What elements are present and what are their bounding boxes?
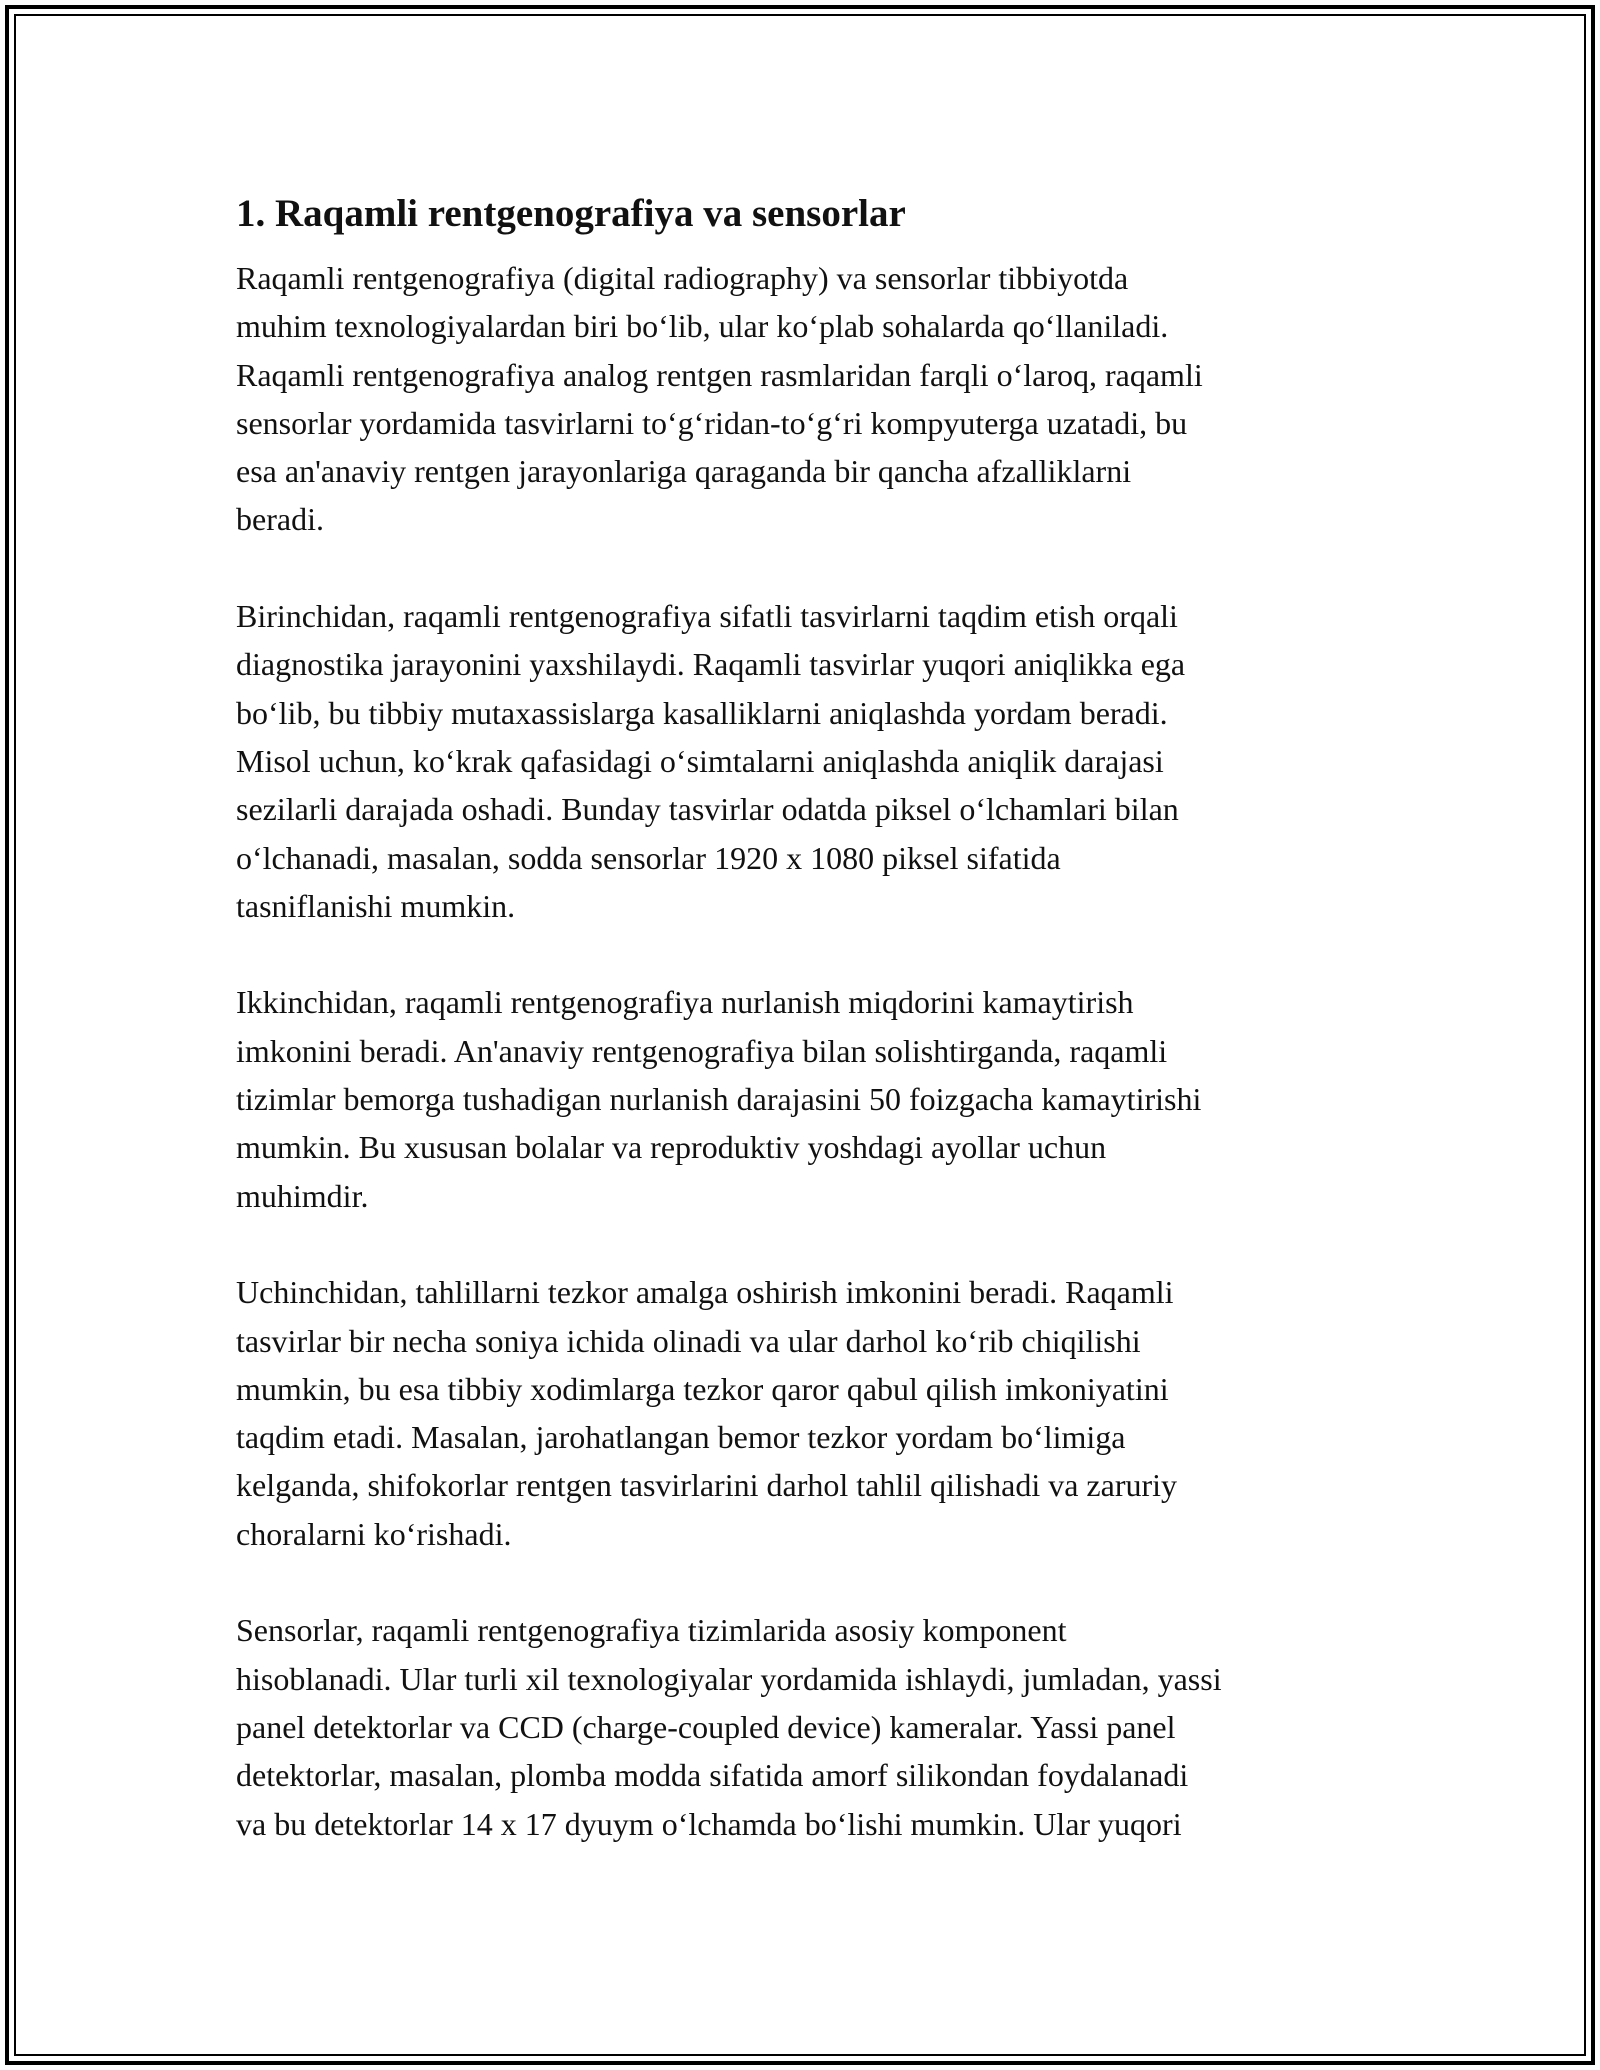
paragraph-1 [236,254,1378,544]
text-line: tizimlar bemorga tushadigan nurlanish darajasini 50 foizgacha kamaytirishi [236,1081,1202,1118]
text-line: choralarni ko‘rishadi. [236,1515,512,1552]
text-line: muhimdir. [236,1177,369,1214]
paragraph-4 [236,1268,1378,1558]
text-line: Sensorlar, raqamli rentgenografiya tizimlarida asosiy komponent [236,1612,1067,1649]
text-line: Ikkinchidan, raqamli rentgenografiya nurlanish miqdorini kamaytirish [236,984,1134,1021]
text-line: Uchinchidan, tahlillarni tezkor amalga oshirish imkonini beradi. Raqamli [236,1274,1174,1311]
text-line: Raqamli rentgenografiya analog rentgen rasmlaridan farqli o‘laroq, raqamli [236,356,1203,393]
text-line: bo‘lib, bu tibbiy mutaxassislarga kasalliklarni aniqlashda yordam beradi. [236,694,1168,731]
text-line: tasvirlar bir necha soniya ichida olinadi va ular darhol ko‘rib chiqilishi [236,1322,1141,1359]
text-line: Birinchidan, raqamli rentgenografiya sifatli tasvirlarni taqdim etish orqali [236,598,1178,635]
section-heading: 1. Raqamli rentgenografiya va sensorlar [236,192,906,235]
text-line: sezilarli darajada oshadi. Bunday tasvirlar odatda piksel o‘lchamlari bilan [236,791,1179,828]
text-line: tasniflanishi mumkin. [236,887,516,924]
text-line: imkonini beradi. An'anaviy rentgenografiya bilan solishtirganda, raqamli [236,1032,1168,1069]
text-line: kelganda, shifokorlar rentgen tasvirlarini darhol tahlil qilishadi va zaruriy [236,1467,1178,1504]
text-line: detektorlar, masalan, plomba modda sifatida amorf silikondan foydalanadi [236,1757,1189,1794]
text-line: mumkin. Bu xususan bolalar va reproduktiv yoshdagi ayollar uchun [236,1129,1107,1166]
text-line: diagnostika jarayonini yaxshilaydi. Raqamli tasvirlar yuqori aniqlikka ega [236,646,1186,683]
text-line: mumkin, bu esa tibbiy xodimlarga tezkor qaror qabul qilish imkoniyatini [236,1370,1169,1407]
paragraph-5 [236,1606,1378,1847]
text-line: Raqamli rentgenografiya (digital radiography) va sensorlar tibbiyotda [236,260,1129,296]
paragraph-3 [236,978,1378,1219]
document-body [236,186,1378,1896]
text-line: esa an'anaviy rentgen jarayonlariga qaraganda bir qancha afzalliklarni [236,453,1132,490]
text-line: sensorlar yordamida tasvirlarni to‘g‘ridan-to‘g‘ri kompyuterga uzatadi, bu [236,404,1188,441]
text-line: va bu detektorlar 14 x 17 dyuym o‘lchamda bo‘lishi mumkin. Ular yuqori [236,1805,1182,1842]
text-line: o‘lchanadi, masalan, sodda sensorlar 1920 x 1080 piksel sifatida [236,839,1061,876]
text-line: beradi. [236,501,324,538]
text-line: Misol uchun, ko‘krak qafasidagi o‘simtalarni aniqlashda aniqlik darajasi [236,742,1164,779]
text-line: hisoblanadi. Ular turli xil texnologiyalar yordamida ishlaydi, jumladan, yassi [236,1660,1222,1697]
paragraph-2 [236,592,1378,930]
text-line: panel detektorlar va CCD (charge-coupled device) kameralar. Yassi panel [236,1708,1176,1745]
text-line: muhim texnologiyalardan biri bo‘lib, ular ko‘plab sohalarda qo‘llaniladi. [236,308,1169,345]
text-line: taqdim etadi. Masalan, jarohatlangan bemor tezkor yordam bo‘limiga [236,1419,1126,1456]
